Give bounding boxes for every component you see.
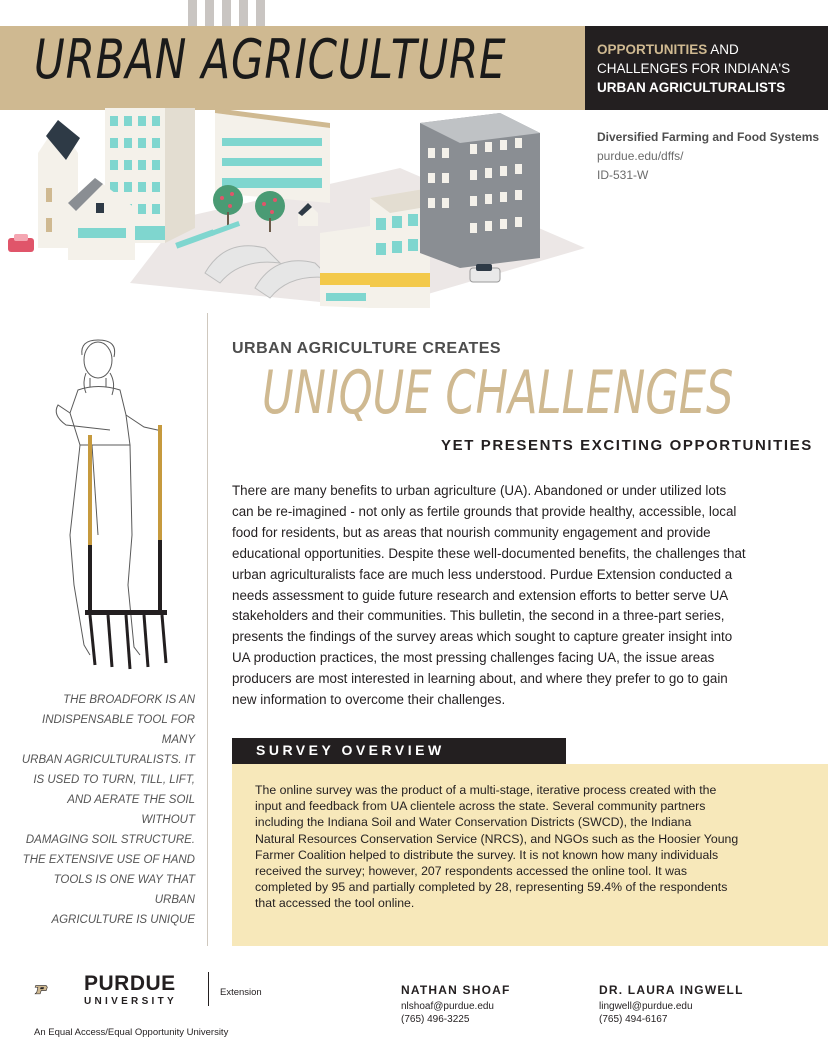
paragraph-line: Farmer Coalition helped to distribute the survey. It is not known how many individuals [255,847,719,862]
caption-line: AND AERATE THE SOIL WITHOUT [67,794,195,826]
paragraph-line: received the survey; however, 207 respondents accessed the online tool. It was [255,864,688,879]
publication-info [597,128,819,185]
top-stripes [188,0,268,26]
caption-line: DAMAGING SOIL STRUCTURE. [25,834,195,846]
logo-separator [208,972,209,1006]
publication-id: ID-531-W [597,168,649,182]
section-kicker: URBAN AGRICULTURE CREATES [232,340,502,357]
section-subtitle: YET PRESENTS EXCITING OPPORTUNITIES [441,437,813,454]
paragraph-line: urban agriculturalists face are much less understood. Purdue Extension conducted a [232,566,733,582]
tagline-gold: OPPORTUNITIES [597,42,708,57]
broadfork-icon [85,425,167,669]
paragraph-line: There are many benefits to urban agriculture (UA). Abandoned or under utilized lots [232,483,727,498]
page-title: URBAN AGRICULTURE [34,28,507,91]
paragraph-line: stakeholders and their communities. This bulletin, the second in a three-part series, [232,608,725,624]
author-name: DR. LAURA INGWELL [599,983,744,997]
caption-line: AGRICULTURE IS UNIQUE [51,914,195,926]
red-car-icon [8,234,34,252]
purdue-wordmark: PURDUE [84,972,176,995]
caption-line: IS USED TO TURN, TILL, LIFT, [33,774,195,786]
paragraph-line: new information to overcome their challenges. [232,692,506,708]
survey-paragraph [255,782,800,912]
paragraph-line: Natural Resources Conservation Service (NRCS), and NGOs such as the Hoosier Young [255,831,739,846]
paragraph-line: The online survey was the product of a multi-stage, iterative process created with the [255,783,717,797]
column-divider [207,313,208,946]
paragraph-line: UA production practices, the most pressing challenges facing UA, the issue areas [232,650,715,666]
author-email[interactable]: nlshoaf@purdue.edu [401,1001,494,1012]
section-title: UNIQUE CHALLENGES [262,358,734,428]
tagline-line2: CHALLENGES FOR INDIANA'S [597,61,791,76]
image-caption [20,690,195,930]
paragraph-line: needs assessment to guide future research and extension efforts to better serve UA [232,587,729,603]
paragraph-line: completed by 95 and partially completed by 28, representing 59.4% of the respondents [255,880,728,895]
farmer-with-broadfork-illustration [40,335,190,675]
tagline-line3: URBAN AGRICULTURALISTS [597,80,786,95]
extension-label: Extension [220,987,262,998]
program-url[interactable]: purdue.edu/dffs/ [597,149,684,163]
author-phone: (765) 496-3225 [401,1014,470,1025]
tagline-and: AND [710,42,739,57]
author-card [401,984,511,1026]
paragraph-line: input and feedback from UA clientele across the state. Several community partners [255,799,706,814]
paragraph-line: producers are most interested in learning about, and where they prefer to go to gain [232,671,728,687]
author-email[interactable]: lingwell@purdue.edu [599,1001,693,1012]
caption-line: URBAN AGRICULTURALISTS. IT [21,754,195,766]
author-phone: (765) 494-6167 [599,1014,668,1025]
city-illustration [0,108,585,313]
university-wordmark: UNIVERSITY [84,996,178,1007]
caption-line: TOOLS IS ONE WAY THAT URBAN [53,874,195,906]
caption-line: INDISPENSABLE TOOL FOR MANY [42,714,195,746]
paragraph-line: food for residents, but as areas that nourish community engagement and provide [232,524,711,540]
paragraph-line: educational opportunities. Despite these well-documented benefits, the challenges that [232,545,746,561]
paragraph-line: including the Indiana Soil and Water Conservation Districts (SWCD), the Indiana [255,815,692,830]
equal-opportunity-statement: An Equal Access/Equal Opportunity University [34,1027,229,1038]
caption-line: THE EXTENSIVE USE OF HAND [22,854,195,866]
caption-line: THE BROADFORK IS AN [63,694,195,706]
purdue-p-logo-icon [34,970,84,1010]
tagline-box [585,26,828,110]
survey-heading: SURVEY OVERVIEW [232,738,566,764]
paragraph-line: can be re-imagined - not only as fertile grounds that provide healthy, accessible, local [232,503,737,519]
paragraph-line: presents the findings of the survey areas which sought to capture greater insight into [232,629,733,645]
program-name: Diversified Farming and Food Systems [597,130,820,144]
grey-building [420,113,540,268]
author-name: NATHAN SHOAF [401,983,511,997]
intro-paragraph [232,481,777,711]
shop-building [320,226,370,308]
paragraph-line: that accessed the tool online. [255,896,415,911]
author-card [599,984,744,1026]
